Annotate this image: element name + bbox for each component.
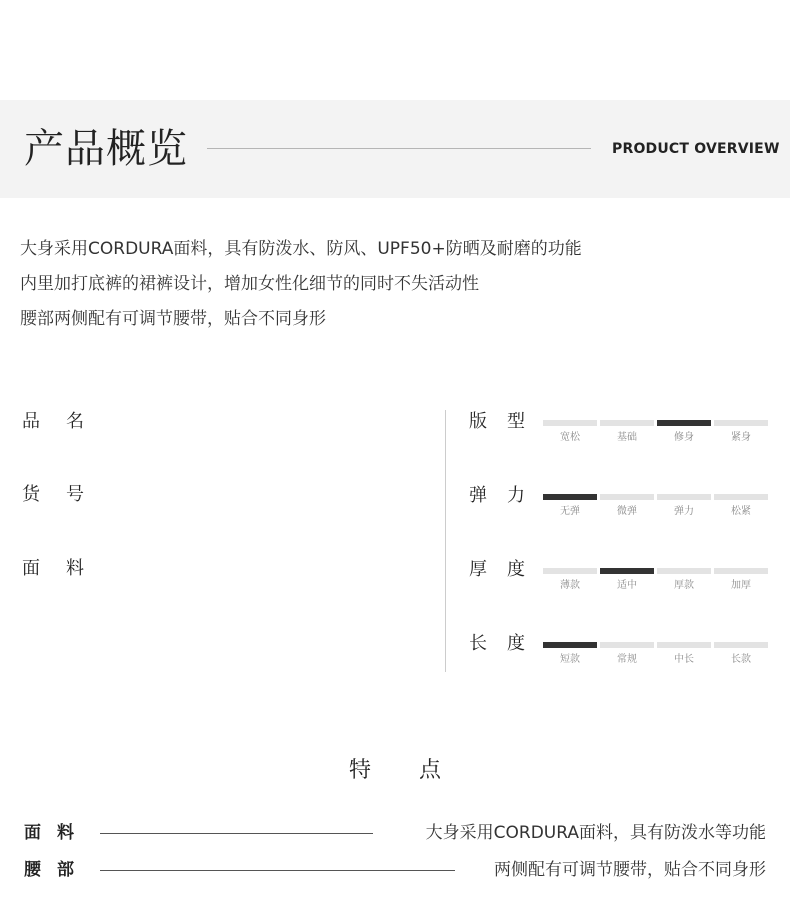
scale-length-segment-1 <box>543 642 597 648</box>
feature-fabric-label <box>24 822 74 844</box>
feature-fabric-label-char-2: 料 <box>57 823 74 843</box>
spec-fabric-label-char-2: 料 <box>66 558 84 579</box>
scale-stretch-option-4: 松紧 <box>731 506 751 517</box>
feature-waist-leader-line <box>100 870 455 871</box>
scale-fit-segment-1 <box>543 420 597 426</box>
scale-length-segment-2 <box>600 642 654 648</box>
scale-fit-option-3: 修身 <box>674 432 694 443</box>
spec-name-label <box>22 410 84 434</box>
intro-line-1: 大身采用CORDURA面料，具有防泼水、防风、UPF50+防晒及耐磨的功能 <box>20 239 582 259</box>
scale-fit-segment-3 <box>657 420 711 426</box>
scale-thickness-track <box>543 568 768 591</box>
feature-fabric-text: 大身采用CORDURA面料，具有防泼水等功能 <box>425 823 766 843</box>
scale-thickness-option-3: 厚款 <box>674 580 694 591</box>
scale-length-option-3: 中长 <box>674 654 694 665</box>
scale-thickness-option-1: 薄款 <box>560 580 580 591</box>
spec-sku-label-char-1: 货 <box>22 484 40 505</box>
scale-stretch-segment-2 <box>600 494 654 500</box>
features-title-char-1: 特 <box>348 758 371 783</box>
scale-thickness-segment-4 <box>714 568 768 574</box>
scale-fit-label-char-2: 型 <box>507 411 525 432</box>
intro-line-3: 腰部两侧配有可调节腰带，贴合不同身形 <box>20 309 326 329</box>
scale-stretch-label-char-1: 弹 <box>469 485 487 506</box>
page-title: 产品概览 <box>24 126 188 172</box>
scale-thickness-option-4: 加厚 <box>731 580 751 591</box>
feature-waist-label <box>24 859 74 881</box>
feature-waist-text: 两侧配有可调节腰带，贴合不同身形 <box>494 860 766 880</box>
scale-fit-label <box>469 410 525 434</box>
scale-stretch-option-1: 无弹 <box>560 506 580 517</box>
scale-thickness-option-2: 适中 <box>617 580 637 591</box>
scale-stretch-track <box>543 494 768 517</box>
scale-stretch-label-char-2: 力 <box>507 485 525 506</box>
scale-thickness-segment-1 <box>543 568 597 574</box>
scale-length-track <box>543 642 768 665</box>
scale-stretch-segment-4 <box>714 494 768 500</box>
feature-waist-label-char-2: 部 <box>57 860 74 880</box>
spec-fabric-label <box>22 557 84 581</box>
scale-length-segment-3 <box>657 642 711 648</box>
scale-length-label <box>469 632 525 656</box>
feature-fabric-label-char-1: 面 <box>24 823 41 843</box>
scale-fit-option-4: 紧身 <box>731 432 751 443</box>
spec-fabric-label-char-1: 面 <box>22 558 40 579</box>
spec-name-label-char-2: 名 <box>66 411 84 432</box>
scale-fit-segment-2 <box>600 420 654 426</box>
scale-length-option-4: 长款 <box>731 654 751 665</box>
scale-stretch-segment-3 <box>657 494 711 500</box>
feature-fabric-leader-line <box>100 833 373 834</box>
scale-fit-track <box>543 420 768 443</box>
spec-sku-label <box>22 483 84 507</box>
overview-header <box>0 100 790 198</box>
scale-length-option-2: 常规 <box>617 654 637 665</box>
header-divider-line <box>207 148 591 149</box>
spec-sku-label-char-2: 号 <box>66 484 84 505</box>
scale-length-segment-4 <box>714 642 768 648</box>
scale-fit-segment-4 <box>714 420 768 426</box>
product-intro <box>20 232 760 337</box>
spec-vertical-divider <box>445 410 446 672</box>
intro-line-2: 内里加打底裤的裙裤设计，增加女性化细节的同时不失活动性 <box>20 274 479 294</box>
page-subtitle: PRODUCT OVERVIEW <box>612 141 780 157</box>
feature-waist-label-char-1: 腰 <box>24 860 41 880</box>
scale-thickness-segment-2 <box>600 568 654 574</box>
scale-fit-option-2: 基础 <box>617 432 637 443</box>
scale-fit-option-1: 宽松 <box>560 432 580 443</box>
scale-stretch-option-3: 弹力 <box>674 506 694 517</box>
scale-stretch-segment-1 <box>543 494 597 500</box>
spec-name-label-char-1: 品 <box>22 411 40 432</box>
scale-length-label-char-2: 度 <box>507 633 525 654</box>
scale-fit-label-char-1: 版 <box>469 411 487 432</box>
scale-thickness-label-char-2: 度 <box>507 559 525 580</box>
features-title-char-2: 点 <box>419 758 442 783</box>
scale-thickness-label <box>469 558 525 582</box>
scale-length-label-char-1: 长 <box>469 633 487 654</box>
scale-stretch-label <box>469 484 525 508</box>
scale-length-option-1: 短款 <box>560 654 580 665</box>
scale-thickness-segment-3 <box>657 568 711 574</box>
scale-stretch-option-2: 微弹 <box>617 506 637 517</box>
scale-thickness-label-char-1: 厚 <box>469 559 487 580</box>
features-title <box>0 755 790 787</box>
